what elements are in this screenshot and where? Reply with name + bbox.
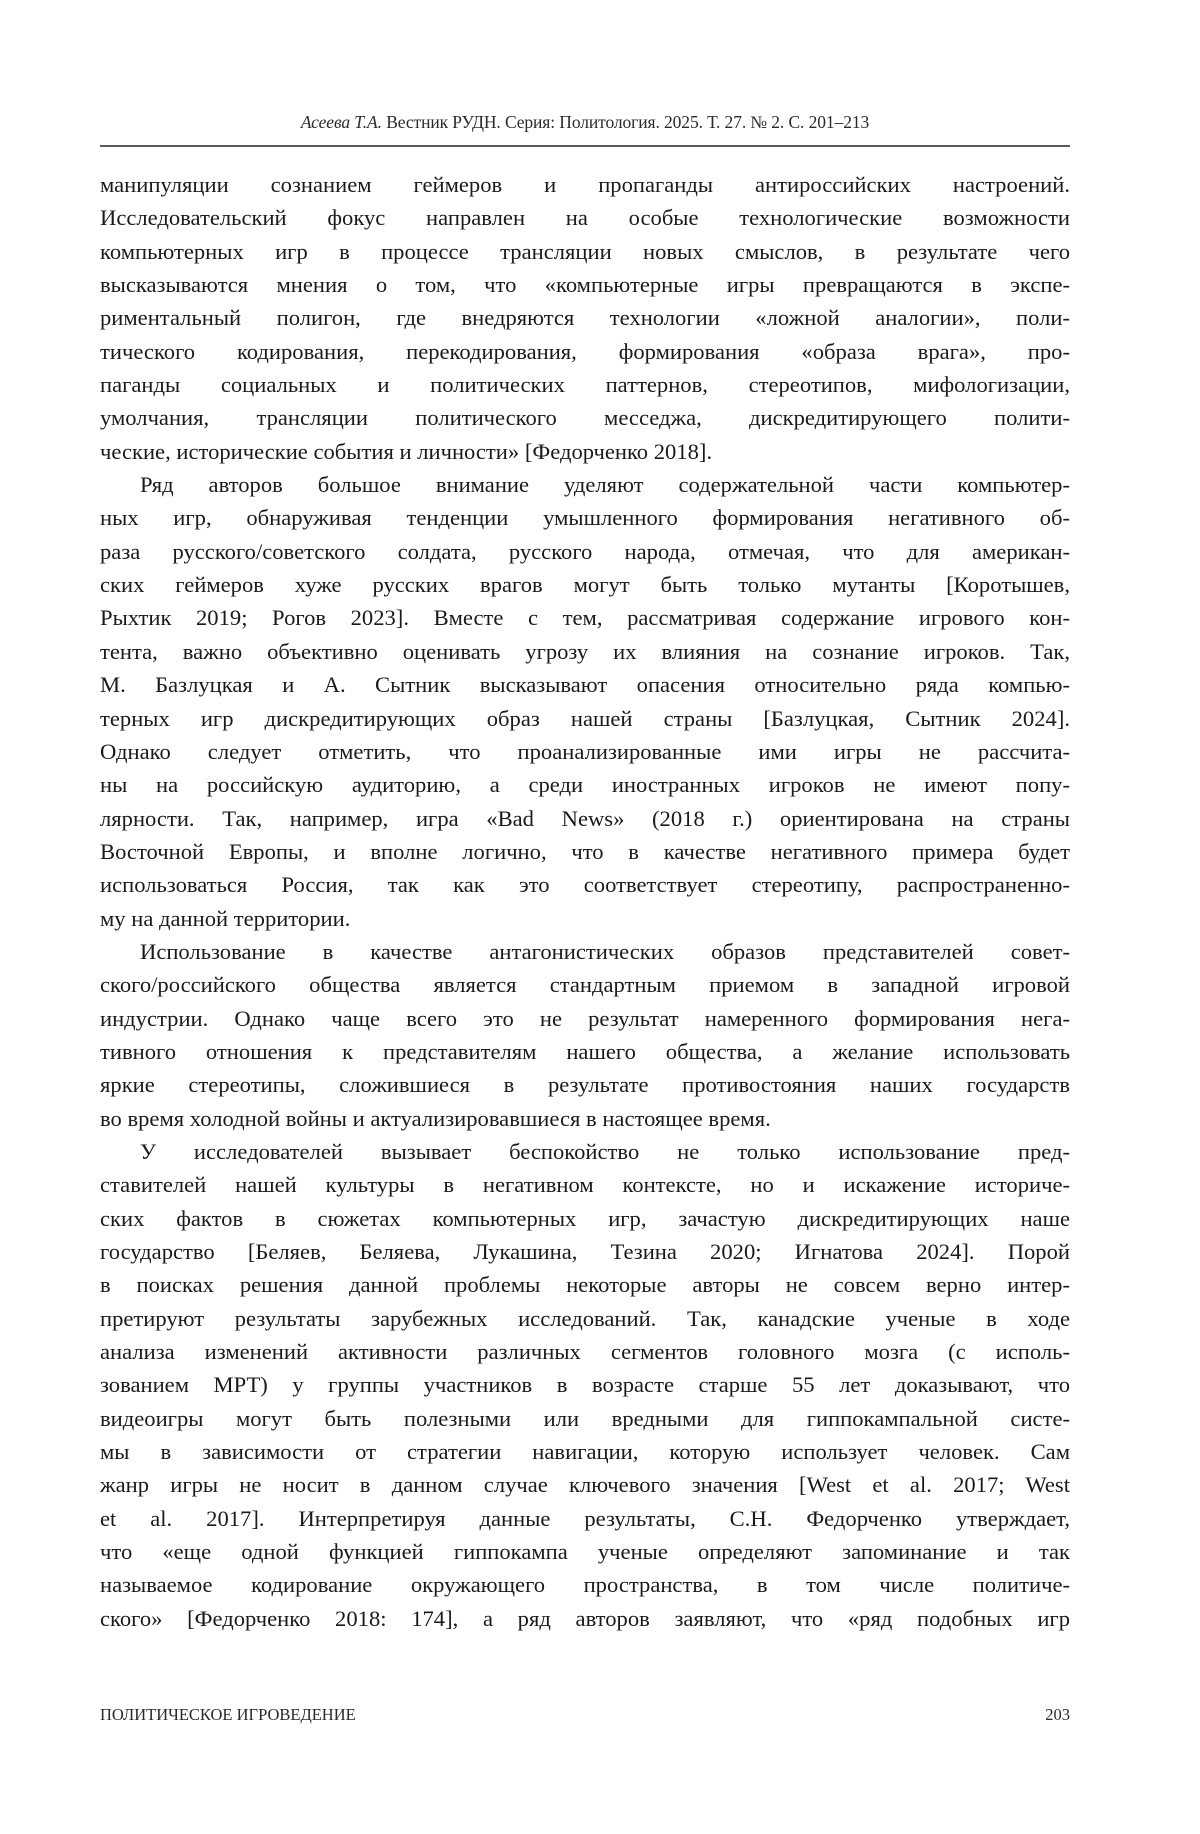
- text-line: лярности. Так, например, игра «Bad News» (2018 г.) ориентирована на страны: [100, 805, 1070, 831]
- text-line: раза русского/советского солдата, русского народа, отмечая, что для американ-: [100, 538, 1070, 564]
- text-line: во время холодной войны и актуализировавшиеся в настоящее время.: [100, 1105, 771, 1131]
- text-line: компьютерных игр в процессе трансляции новых смыслов, в результате чего: [100, 238, 1070, 264]
- text-line: тивного отношения к представителям нашего общества, а желание использовать: [100, 1038, 1070, 1064]
- text-line: что «еще одной функцией гиппокампа ученые определяют запоминание и так: [100, 1539, 1070, 1565]
- text-line: Исследовательский фокус направлен на особые технологические возможности: [100, 205, 1070, 231]
- text-line: У исследователей вызывает беспокойство не только использование пред-: [140, 1138, 1070, 1164]
- text-line: жанр игры не носит в данном случае ключевого значения [West et al. 2017; West: [100, 1472, 1070, 1498]
- text-line: Однако следует отметить, что проанализированные ими игры не рассчита-: [100, 738, 1070, 764]
- footer-page-number: 203: [1045, 1705, 1070, 1724]
- text-line: риментальный полигон, где внедряются технологии «ложной аналогии», поли-: [100, 305, 1070, 331]
- text-line: манипуляции сознанием геймеров и пропаганды антироссийских настроений.: [100, 172, 1070, 197]
- text-line: яркие стереотипы, сложившиеся в результате противостояния наших государств: [100, 1072, 1070, 1098]
- text-line: et al. 2017]. Интерпретируя данные результаты, С.Н. Федорченко утверждает,: [100, 1505, 1070, 1531]
- text-line: анализа изменений активности различных сегментов головного мозга (с исполь-: [100, 1339, 1070, 1365]
- text-line: ских геймеров хуже русских врагов могут быть только мутанты [Коротышев,: [100, 572, 1070, 598]
- text-line: му на данной территории.: [100, 905, 351, 931]
- text-line: Восточной Европы, и вполне логично, что в качестве негативного примера будет: [100, 838, 1070, 864]
- paragraph: [100, 935, 1070, 1135]
- text-line: в поисках решения данной проблемы некоторые авторы не совсем верно интер-: [100, 1272, 1070, 1298]
- body-text: [100, 168, 1070, 1635]
- text-line: М. Базлуцкая и А. Сытник высказывают опасения относительно ряда компью-: [100, 672, 1070, 698]
- running-head-citation: Вестник РУДН. Серия: Политология. 2025. Т. 27. № 2. С. 201–213: [381, 112, 870, 132]
- text-line: претируют результаты зарубежных исследований. Так, канадские ученые в ходе: [100, 1305, 1070, 1331]
- text-line: тента, важно объективно оценивать угрозу их влияния на сознание игроков. Так,: [100, 638, 1070, 664]
- text-line: использоваться Россия, так как это соответствует стереотипу, распространенно-: [100, 872, 1070, 898]
- paragraph: [100, 168, 1070, 468]
- paragraph: [100, 468, 1070, 935]
- text-line: называемое кодирование окружающего пространства, в том числе политиче-: [100, 1572, 1070, 1598]
- text-line: видеоигры могут быть полезными или вредными для гиппокампальной систе-: [100, 1405, 1070, 1431]
- paragraph: [100, 1135, 1070, 1635]
- text-line: государство [Беляев, Беляева, Лукашина, Тезина 2020; Игнатова 2024]. Порой: [100, 1239, 1070, 1264]
- text-line: тического кодирования, перекодирования, формирования «образа врага», про-: [100, 338, 1070, 364]
- text-line: ских фактов в сюжетах компьютерных игр, зачастую дискредитирующих наше: [100, 1205, 1070, 1231]
- footer-section-title: ПОЛИТИЧЕСКОЕ ИГРОВЕДЕНИЕ: [100, 1705, 356, 1724]
- text-line: мы в зависимости от стратегии навигации, которую использует человек. Сам: [100, 1439, 1070, 1465]
- running-head: [100, 112, 1070, 133]
- text-line: терных игр дискредитирующих образ нашей страны [Базлуцкая, Сытник 2024].: [100, 705, 1070, 731]
- text-line: ского/российского общества является стандартным приемом в западной игровой: [100, 972, 1070, 998]
- text-line: Рыхтик 2019; Рогов 2023]. Вместе с тем, рассматривая содержание игрового кон-: [100, 605, 1070, 631]
- text-line: Использование в качестве антагонистических образов представителей совет-: [140, 938, 1070, 964]
- text-line: индустрии. Однако чаще всего это не результат намеренного формирования нега-: [100, 1005, 1070, 1031]
- text-line: паганды социальных и политических паттернов, стереотипов, мифологизации,: [100, 372, 1070, 398]
- text-line: зованием МРТ) у группы участников в возрасте старше 55 лет доказывают, что: [100, 1372, 1070, 1398]
- text-line: ческие, исторические события и личности» [Федорченко 2018].: [100, 438, 713, 464]
- text-line: ны на российскую аудиторию, а среди иностранных игроков не имеют попу-: [100, 772, 1070, 798]
- header-rule: [100, 145, 1070, 147]
- text-line: ставителей нашей культуры в негативном контексте, но и искажение историче-: [100, 1172, 1070, 1198]
- text-line: высказываются мнения о том, что «компьютерные игры превращаются в экспе-: [100, 272, 1070, 298]
- text-line: ского» [Федорченко 2018: 174], а ряд авторов заявляют, что «ряд подобных игр: [100, 1605, 1070, 1631]
- running-head-author: Асеева Т.А.: [300, 112, 382, 132]
- text-line: ных игр, обнаруживая тенденции умышленного формирования негативного об-: [100, 505, 1070, 531]
- text-line: умолчания, трансляции политического месседжа, дискредитирующего полити-: [100, 405, 1070, 431]
- text-line: Ряд авторов большое внимание уделяют содержательной части компьютер-: [140, 472, 1070, 498]
